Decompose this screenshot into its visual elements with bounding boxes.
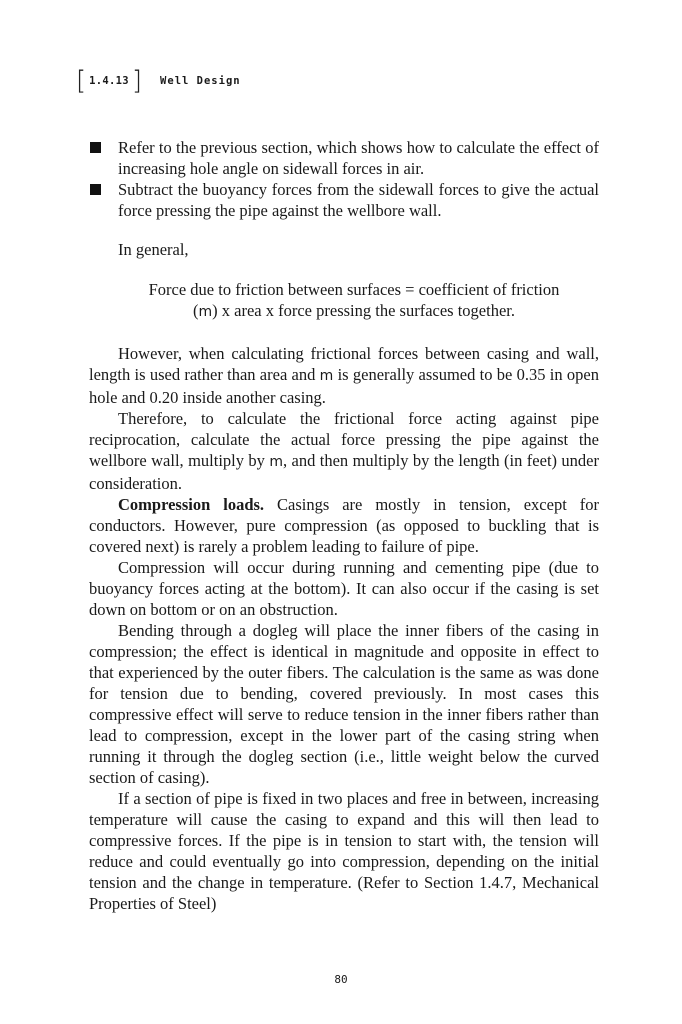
- paragraph-text: is generally assumed to be 0.35 in open hole and 0.20 inside another casing.: [89, 365, 599, 407]
- chapter-title: Well Design: [160, 75, 241, 87]
- page-number: 80: [334, 973, 348, 986]
- bracket-open: [: [76, 66, 87, 96]
- square-bullet-icon: [90, 142, 101, 153]
- bracket-close: ]: [131, 66, 143, 96]
- paragraph: [89, 494, 599, 557]
- running-head: [76, 66, 241, 96]
- section-lead-in: Compression loads.: [118, 495, 265, 514]
- in-general-line: In general,: [118, 240, 189, 259]
- page-body: [89, 137, 599, 914]
- square-bullet-icon: [90, 184, 101, 195]
- mu-symbol: m: [198, 304, 213, 320]
- formula-text-2: ) x area x force pressing the surfaces together.: [212, 301, 515, 320]
- paragraph: If a section of pipe is fixed in two places and free in between, increasing temperature will cause the casing to expand and this will then lead to compressive forces. If the pipe is in tension to start with, the tension will reduce and could eventually go into compression, depending on the initial tension and the change in temperature. (Refer to Section 1.4.7, Mechanical Properties of Steel): [89, 789, 599, 913]
- mu-symbol: m: [269, 454, 283, 470]
- paragraph-text: However, when calculating frictional forces between casing and wall, length is used rather than area and: [89, 344, 599, 384]
- formula-text-1: Force due to friction between surfaces = coefficient of friction (: [148, 280, 560, 320]
- paragraph-text: Therefore, to calculate the frictional force acting against pipe reciprocation, calculate the actual force pressing the pipe against the wellbore wall, multiply by: [89, 409, 599, 470]
- bullet-item: [89, 179, 599, 221]
- bullet-text: Refer to the previous section, which shows how to calculate the effect of increasing hole angle on sidewall forces in air.: [118, 138, 599, 178]
- paragraph-text: , and then multiply by the length (in feet) under consideration.: [89, 451, 599, 493]
- bullet-text: Subtract the buoyancy forces from the sidewall forces to give the actual force pressing the pipe against the wellbore wall.: [118, 180, 599, 220]
- bullet-list: [89, 137, 599, 221]
- paragraph: Compression will occur during running and cementing pipe (due to buoyancy forces acting at the bottom). It can also occur if the casing is set down on bottom or on an obstruction.: [89, 558, 599, 619]
- mu-symbol: m: [319, 368, 334, 384]
- section-number: 1.4.13: [89, 75, 129, 87]
- paragraph-text: Casings are mostly in tension, except for conductors. However, pure compression (as opposed to buckling that is covered next) is rarely a problem leading to failure of pipe.: [89, 495, 599, 556]
- paragraph: [89, 408, 599, 494]
- friction-formula: [109, 279, 599, 323]
- bullet-item: [89, 137, 599, 179]
- paragraph: Bending through a dogleg will place the inner fibers of the casing in compression; the effect is identical in magnitude and opposite in effect to that experienced by the outer fibers. The calculation is the same as was done for tension due to bending, covered previously. In most cases this compressive effect will serve to reduce tension in the inner fibers rather than lead to compression, except in the lower part of the casing string when running it through the dogleg section (i.e., little weight below the curved section of casing).: [89, 621, 599, 787]
- paragraph: [89, 343, 599, 408]
